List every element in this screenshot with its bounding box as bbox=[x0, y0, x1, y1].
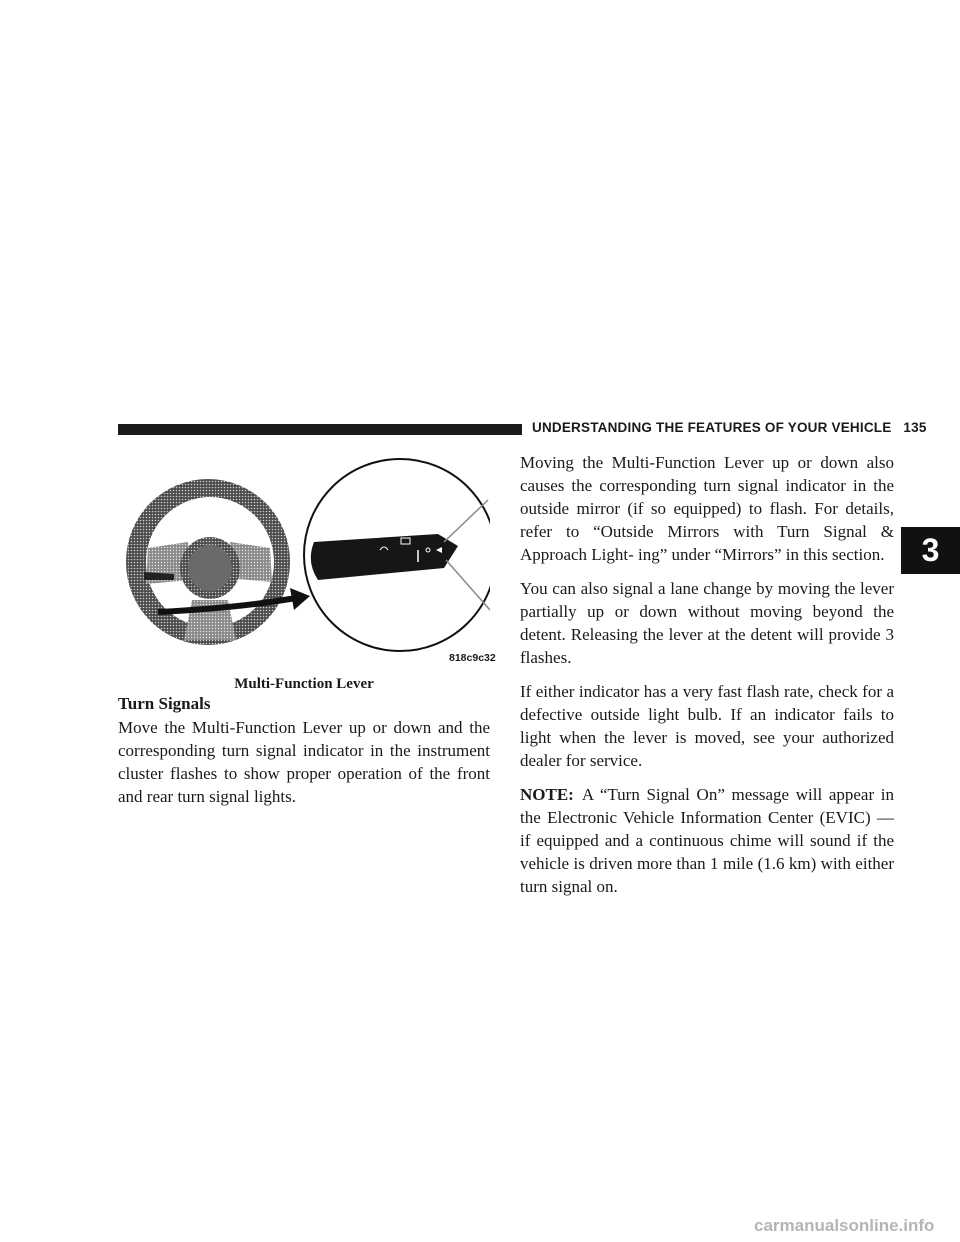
figure-code: 818c9c32 bbox=[449, 652, 496, 664]
running-header bbox=[532, 420, 927, 435]
chapter-tab[interactable]: 3 bbox=[901, 527, 960, 574]
section-title: UNDERSTANDING THE FEATURES OF YOUR VEHICLE bbox=[532, 420, 892, 435]
watermark[interactable]: carmanualsonline.info bbox=[754, 1216, 935, 1235]
body-paragraph: If either indicator has a very fast flash rate, check for a defective outside light bulb. If an indicator fails to light when the lever is moved, see your authorized dealer for service. bbox=[520, 682, 894, 770]
body-paragraph: Move the Multi-Function Lever up or down and the corresponding turn signal indicator in the instrument cluster flashes to show proper operation of the front and rear turn signal lights. bbox=[118, 718, 490, 806]
magnified-lever-detail bbox=[304, 459, 490, 651]
body-paragraph: You can also signal a lane change by moving the lever partially up or down without moving beyond the detent. Releasing the lever at the detent will provide 3 flashes. bbox=[520, 579, 894, 667]
section-heading: Turn Signals bbox=[118, 694, 211, 713]
header-rule bbox=[118, 424, 522, 435]
right-column bbox=[520, 451, 894, 909]
body-paragraph: Moving the Multi-Function Lever up or down also causes the corresponding turn signal indicator in the outside mirror (if so equipped) to flash. For details, refer to “Outside Mirrors with Turn Signal & Approach Light- ing” under “Mirrors” in this section. bbox=[520, 453, 894, 564]
multi-function-lever-illustration bbox=[118, 450, 490, 676]
figure-caption: Multi-Function Lever bbox=[234, 676, 374, 692]
note-text: A “Turn Signal On” message will appear in the Electronic Vehicle Information Center (EVIC) — if equipped and a continuous chime will sound if the vehicle is driven more than 1 mile (1.6 km) with either turn signal on. bbox=[520, 785, 894, 896]
note-label: NOTE: bbox=[520, 785, 574, 804]
left-column bbox=[118, 716, 490, 819]
note-paragraph bbox=[520, 783, 894, 898]
steering-wheel-icon bbox=[126, 479, 290, 645]
page-number: 135 bbox=[903, 420, 927, 435]
